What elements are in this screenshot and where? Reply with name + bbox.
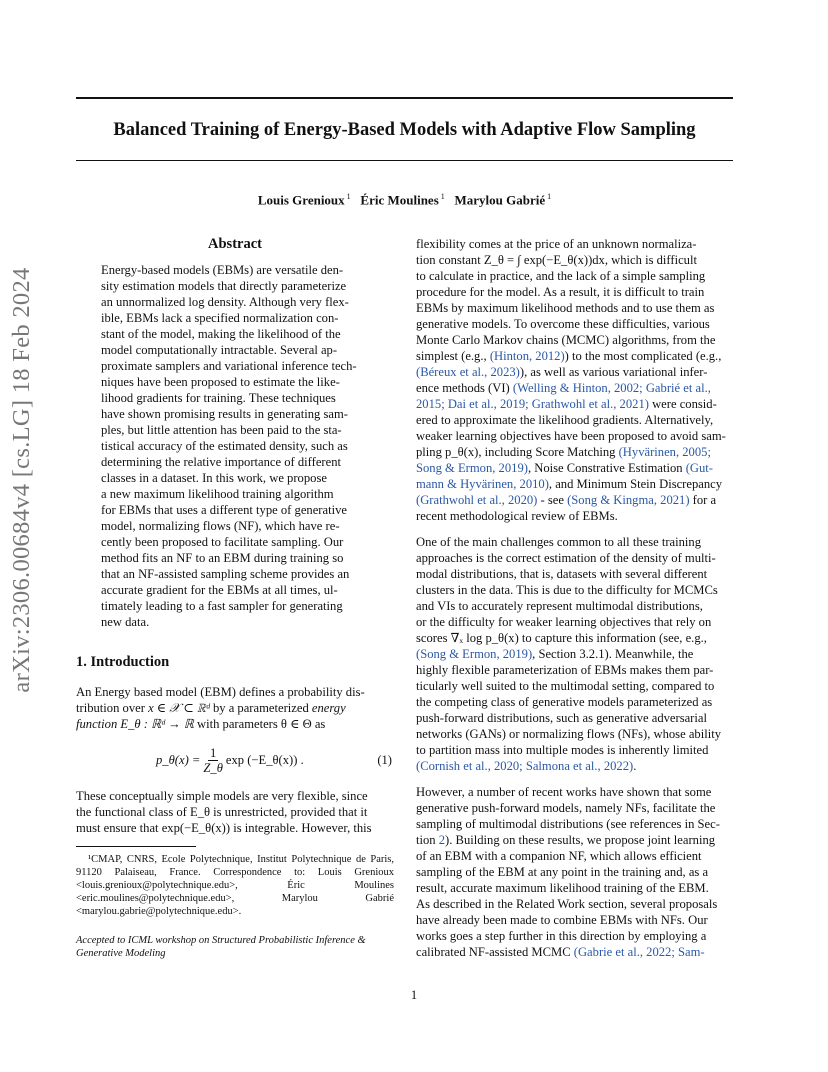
text-line — [416, 476, 734, 492]
text-line — [416, 848, 734, 864]
citation-link[interactable]: (Hyvärinen, 2005; — [618, 445, 711, 459]
text-span: to calculate in practice, and the lack of a simple sampling — [416, 269, 706, 283]
text-line — [416, 316, 734, 332]
text-span: ), as well as various variational infer- — [519, 365, 708, 379]
abstract-line: method fits an NF to an EBM during training so — [101, 551, 344, 565]
text-line — [416, 364, 734, 380]
intro-paragraph-2 — [76, 788, 394, 836]
abstract-line: niques have been proposed to estimate the like- — [101, 375, 340, 389]
text-span: calibrated NF-assisted MCMC — [416, 945, 574, 959]
text-line — [416, 630, 734, 646]
citation-link[interactable]: (Hinton, 2012) — [489, 349, 565, 363]
abstract-line: classes in a dataset. In this work, we propose — [101, 471, 327, 485]
abstract-line: a new maximum likelihood training algorithm — [101, 487, 334, 501]
text-line — [416, 284, 734, 300]
text-line — [416, 492, 734, 508]
text-span: ). Building on these results, we propose joint learning — [445, 833, 716, 847]
text-span: generative push-forward models, namely NFs, facilitate the — [416, 801, 716, 815]
citation-link[interactable]: (Song & Ermon, 2019) — [416, 647, 533, 661]
abstract-line: lihood gradients for training. These techniques — [101, 391, 336, 405]
citation-link[interactable]: 2 — [438, 833, 446, 847]
abstract-line: proximate samplers and variational inference tech- — [101, 359, 357, 373]
text-span: ence methods (VI) — [416, 381, 513, 395]
text-span: of an EBM with a companion NF, which allows efficient — [416, 849, 702, 863]
text-span: have already been made to combine EBMs with NFs. Our — [416, 913, 708, 927]
text-span: or the difficulty for weaker learning objectives that rely on — [416, 615, 712, 629]
abstract-line: timately leading to a fast sampler for generating — [101, 599, 343, 613]
text-span: were consid- — [648, 397, 717, 411]
text-span: , Section 3.2.1). Meanwhile, the — [532, 647, 694, 661]
text-span: tion constant Z_θ = ∫ exp(−E_θ(x))dx, which is difficult — [416, 253, 697, 267]
text-line — [416, 268, 734, 284]
text-span: One of the main challenges common to all these training — [416, 535, 702, 549]
text-span: simplest (e.g., — [416, 349, 490, 363]
text-span: - see — [537, 493, 568, 507]
text-span: ticularly well suited to the multimodal setting, compared to — [416, 679, 715, 693]
paper-title: Balanced Training of Energy-Based Models with Adaptive Flow Sampling — [113, 120, 696, 140]
citation-link[interactable]: (Grathwohl et al., 2020) — [416, 493, 538, 507]
author-name: Louis Grenioux — [257, 192, 345, 208]
abstract-line: accurate gradient for the EBMs at all times, ul- — [101, 583, 338, 597]
text-line — [416, 252, 734, 268]
text-span: highly flexible parameterization of EBMs makes them par- — [416, 663, 714, 677]
title-rule-bottom — [76, 160, 733, 161]
text-span: push-forward distributions, such as generative adversarial — [416, 711, 707, 725]
right-column — [416, 236, 734, 960]
text-line — [416, 614, 734, 630]
text-span: result, accurate maximum likelihood training of the EBM. — [416, 881, 709, 895]
citation-link[interactable]: Song & Ermon, 2019) — [416, 461, 528, 475]
text-line — [416, 508, 734, 524]
abstract-line: cently been proposed to facilitate sampling. Our — [101, 535, 344, 549]
text-line — [416, 412, 734, 428]
text-span: flexibility comes at the price of an unknown normaliza- — [416, 237, 697, 251]
text-line — [416, 710, 734, 726]
abstract-line: model, normalizing flows (NF), which have re- — [101, 519, 340, 533]
text-line — [416, 726, 734, 742]
abstract-line: an unnormalized log density. Although very flex- — [101, 295, 349, 309]
citation-link[interactable]: mann & Hyvärinen, 2010) — [416, 477, 549, 491]
author-affiliation-mark: 1 — [545, 192, 552, 201]
author-name: Marylou Gabrié — [454, 192, 546, 208]
text-line: the functional class of E_θ is unrestricted, provided that it — [76, 805, 368, 819]
body-paragraph-1 — [416, 236, 734, 524]
text-line — [416, 646, 734, 662]
author-affiliation-mark: 1 — [438, 192, 445, 201]
equation-1: p_θ(x) = $\frac{1}{Z\_\theta}$ exp (−E_θ(x)) . (1) — [156, 745, 392, 775]
text-span: clusters in the data. This is due to the difficulty for MCMCs — [416, 583, 718, 597]
author-affiliation-mark: 1 — [344, 192, 351, 201]
abstract-line: have shown promising results in generating sam- — [101, 407, 348, 421]
text-line — [416, 864, 734, 880]
footnote-affiliation: ¹CMAP, CNRS, Ecole Polytechnique, Institut Polytechnique de Paris, 91120 Palaiseau, France. Correspondence to: Louis Grenioux <louis.grenioux@polytechnique.edu>, Éric Moulines <eric.moulines@polytechnique.edu>, Marylou Gabrié <marylou.gabrie@polytechnique.edu>. — [76, 854, 394, 917]
abstract-line: determining the relative importance of different — [101, 455, 342, 469]
author-list — [76, 192, 733, 208]
abstract-heading: Abstract — [208, 236, 262, 252]
text-span: Monte Carlo Markov chains (MCMC) algorithms, from the — [416, 333, 716, 347]
text-line — [416, 742, 734, 758]
text-line — [416, 816, 734, 832]
abstract-line: sity estimation models that directly parameterize — [101, 279, 347, 293]
citation-link[interactable]: 2015; Dai et al., 2019; Grathwohl et al., 2021) — [416, 397, 649, 411]
abstract-text — [101, 262, 373, 630]
text-span: As described in the Related Work section, several proposals — [416, 897, 718, 911]
abstract-line: ples, but little attention has been paid to the sta- — [101, 423, 342, 437]
text-line — [416, 566, 734, 582]
text-line — [416, 380, 734, 396]
citation-link[interactable]: (Béreux et al., 2023) — [416, 365, 520, 379]
text-line — [416, 928, 734, 944]
text-line: must ensure that exp(−E_θ(x)) is integrable. However, this — [76, 821, 372, 835]
text-line — [416, 332, 734, 348]
citation-link[interactable]: (Gut- — [685, 461, 713, 475]
text-line — [416, 800, 734, 816]
left-column — [76, 236, 394, 960]
citation-link[interactable]: (Cornish et al., 2020; Salmona et al., 2022) — [416, 759, 634, 773]
abstract-line: model computationally intractable. Several ap- — [101, 343, 338, 357]
footnote-rule — [76, 846, 196, 847]
text-span: , and Minimum Stein Discrepancy — [548, 477, 723, 491]
text-span: tion — [416, 833, 439, 847]
text-line — [416, 236, 734, 252]
text-span: recent methodological review of EBMs. — [416, 509, 618, 523]
text-line — [416, 428, 734, 444]
text-span: the competing class of generative models parameterized as — [416, 695, 713, 709]
text-span: ered to approximate the likelihood gradients. Alternatively, — [416, 413, 714, 427]
body-paragraph-2 — [416, 534, 734, 774]
text-span: to partition mass into multiple modes is inherently limited — [416, 743, 709, 757]
text-line — [416, 444, 734, 460]
text-span: EBMs by maximum likelihood methods and to use them as — [416, 301, 715, 315]
text-span: generative models. To overcome these difficulties, various — [416, 317, 710, 331]
text-span: pling p_θ(x), including Score Matching — [416, 445, 619, 459]
text-span: . — [633, 759, 637, 773]
citation-link[interactable]: (Welling & Hinton, 2002; Gabrié et al., — [512, 381, 711, 395]
citation-link[interactable]: (Song & Kingma, 2021) — [567, 493, 690, 507]
text-span: for a — [689, 493, 717, 507]
text-line — [416, 912, 734, 928]
text-line — [416, 582, 734, 598]
text-span: approaches is the correct estimation of the density of multi- — [416, 551, 716, 565]
text-line — [416, 460, 734, 476]
text-span: sampling of the EBM at any point in the training and, as a — [416, 865, 709, 879]
citation-link[interactable]: (Gabrie et al., 2022; Sam- — [573, 945, 705, 959]
text-line — [416, 758, 734, 774]
body-paragraph-3 — [416, 784, 734, 960]
author-name: Éric Moulines — [360, 192, 439, 208]
section-heading-introduction: 1. Introduction — [76, 654, 170, 670]
text-span: However, a number of recent works have shown that some — [416, 785, 712, 799]
text-span: scores ∇ₓ log p_θ(x) to capture this information (see, e.g., — [416, 631, 707, 645]
text-line: These conceptually simple models are very flexible, since — [76, 789, 368, 803]
text-line — [416, 598, 734, 614]
text-line — [416, 880, 734, 896]
abstract-line: tistical accuracy of the estimated density, such as — [101, 439, 348, 453]
abstract-line: for EBMs that uses a different type of generative — [101, 503, 347, 517]
text-span: procedure for the model. As a result, it is difficult to train — [416, 285, 705, 299]
text-span: works goes a step further in this direction by employing a — [416, 929, 707, 943]
text-span: weaker learning objectives have been proposed to avoid sam- — [416, 429, 726, 443]
text-line — [416, 348, 734, 364]
text-span: , Noise Constrative Estimation — [527, 461, 686, 475]
abstract-line: that an NF-assisted sampling scheme provides an — [101, 567, 350, 581]
abstract-line: ible, EBMs lack a specified normalization con- — [101, 311, 339, 325]
equation-number: (1) — [377, 753, 392, 767]
text-line — [416, 550, 734, 566]
text-line — [416, 832, 734, 848]
text-span: sampling of multimodal distributions (see references in Sec- — [416, 817, 720, 831]
text-span: ) to the most complicated (e.g., — [564, 349, 722, 363]
text-span: networks (GANs) or normalizing flows (NFs), whose ability — [416, 727, 722, 741]
abstract-line: new data. — [101, 615, 150, 629]
intro-paragraph: An Energy based model (EBM) defines a probability dis- tribution over x ∈ 𝒳 ⊂ ℝᵈ by a parameterized energy function E_θ : ℝᵈ → ℝ with parameters θ ∈ Θ as — [76, 685, 365, 731]
abstract-line: Energy-based models (EBMs) are versatile den- — [101, 263, 344, 277]
text-line — [416, 896, 734, 912]
venue-note: Accepted to ICML workshop on Structured Probabilistic Inference & Generative Modeling — [76, 935, 366, 959]
text-line — [416, 678, 734, 694]
arxiv-stamp: arXiv:2306.00684v4 [cs.LG] 18 Feb 2024 — [8, 267, 35, 693]
text-line — [416, 694, 734, 710]
text-line — [416, 944, 734, 960]
text-span: and VIs to accurately represent multimodal distributions, — [416, 599, 703, 613]
text-span: modal distributions, that is, datasets with several different — [416, 567, 708, 581]
text-line — [416, 662, 734, 678]
text-line — [416, 300, 734, 316]
text-line — [416, 784, 734, 800]
text-line — [416, 534, 734, 550]
abstract-line: stant of the model, making the likelihood of the — [101, 327, 341, 341]
title-rule-top — [76, 97, 733, 99]
page-number: 1 — [410, 988, 418, 1002]
text-line — [416, 396, 734, 412]
